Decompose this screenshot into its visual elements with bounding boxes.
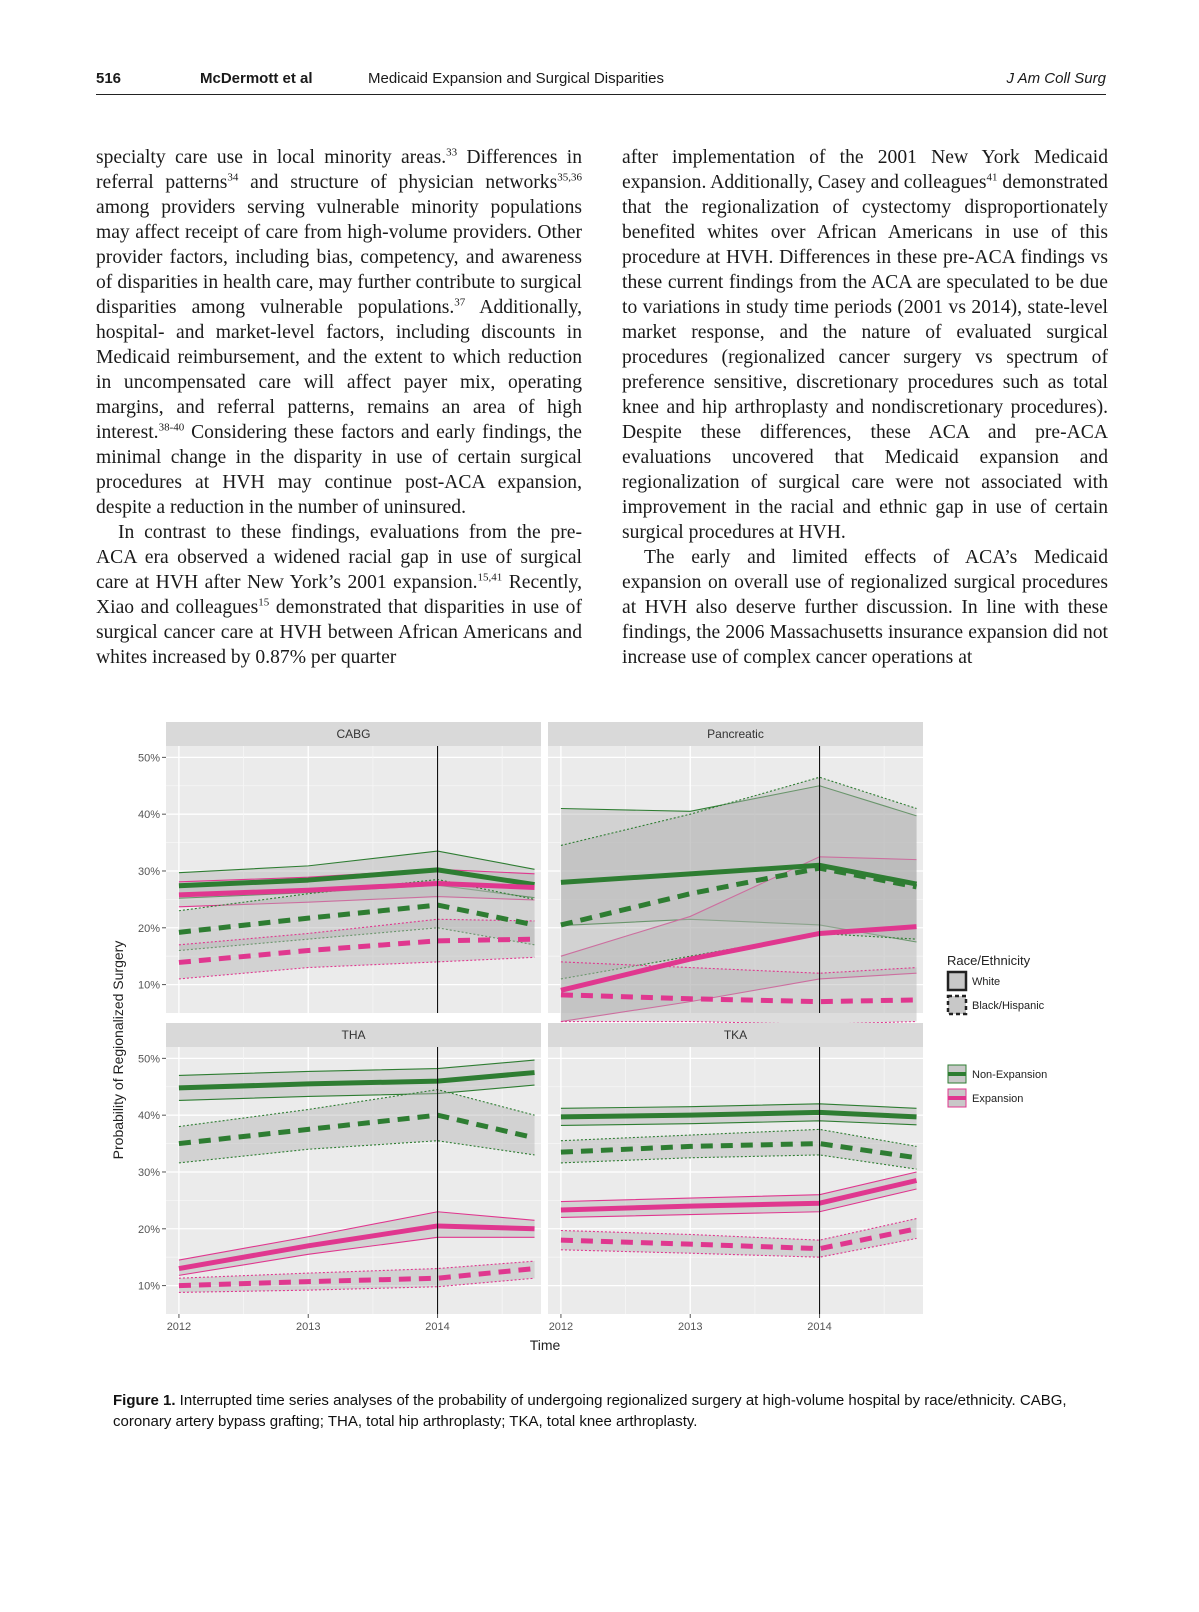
panel-title: CABG [336,727,371,741]
y-tick-label: 10% [137,979,160,992]
panel-cabg [138,722,541,1013]
text-run: Differences in referral patterns [96,147,582,193]
panel-title: THA [341,1028,366,1042]
left-column [96,145,582,670]
panel-pancreatic [548,722,923,1024]
legend-key-black-hispanic [948,996,966,1014]
legend-key-white [948,972,966,990]
citation: 41 [986,171,998,184]
panel-tka [548,1023,923,1333]
figure-caption [113,1390,1098,1432]
legend [947,953,1047,1107]
citation: 15,41 [477,571,503,584]
y-tick-label: 40% [137,1110,160,1123]
figure-1-chart [90,720,1110,1380]
panel-tha [138,1023,541,1333]
text-run: Additionally, hospital- and market-level factors, including discounts in Medicaid reimbursement, and the extent to which reduction in uncompensated care will affect payer mix, operating margins, and referral patterns, remains an area of high interest. [96,297,582,443]
x-tick-label: 2014 [425,1321,450,1333]
legend-label: White [972,976,1001,988]
figure-1 [90,720,1110,1410]
text-run: among providers serving vulnerable minority populations may affect receipt of care from high-volume providers. Other provider factors, including bias, competency, and awareness of disparities in health care, may further contribute to surgical disparities among vulnerable populations. [96,197,582,318]
x-tick-label: 2013 [295,1321,321,1333]
page-header [96,68,1106,95]
right-paragraph-2 [622,545,1108,670]
left-paragraph-2 [96,520,582,670]
panel-title: Pancreatic [707,727,764,741]
citation: 35,36 [557,171,582,184]
confidence-band [561,962,917,1024]
legend-title: Race/Ethnicity [947,953,1031,968]
y-axis-title: Probability of Regionalized Surgery [110,940,126,1160]
y-tick-label: 50% [137,752,160,765]
text-run: demonstrated that the regionalization of cystectomy disproportionately benefited whites over African Americans in use of this procedure at HVH. Differences in these pre-ACA findings vs these current findings from the ACA are speculated to be due to variations in study time periods (2001 vs 2014), state-level market response, and the nature of evaluated surgical procedures (regionalized cancer surgery vs spectrum of preference sensitive, discretionary procedures such as total knee and hip arthroplasty and nondiscretionary procedures). Despite these differences, these ACA and pre-ACA evaluations uncovered that Medicaid expansion and regionalization of surgical care were not associated with improvement in the racial and ethnic gap in use of certain surgical procedures at HVH. [622,172,1108,543]
citation: 38-40 [158,421,185,434]
x-tick-label: 2013 [677,1321,703,1333]
figure-caption-text: Interrupted time series analyses of the probability of undergoing regionalized surgery at high-volume hospital by race/ethnicity. CABG, coronary artery bypass grafting; THA, total hip arthroplasty; TKA, total knee arthroplasty. [113,1392,1067,1430]
right-paragraph-1 [622,145,1108,545]
citation: 37 [454,296,466,309]
text-run: The early and limited effects of ACA’s Medicaid expansion on overall use of regionalized surgical procedures at HVH also deserve further discussion. In line with these findings, the 2006 Massachusetts insurance expansion did not increase use of complex cancer operations at [622,547,1108,668]
x-tick-label: 2012 [548,1321,574,1333]
y-tick-label: 20% [137,1223,160,1236]
panel-title: TKA [723,1028,748,1042]
y-tick-label: 10% [137,1280,160,1293]
y-tick-label: 20% [137,922,160,935]
y-tick-label: 50% [137,1053,160,1066]
citation: 15 [258,596,270,609]
text-run: specialty care use in local minority areas. [96,147,447,168]
x-tick-label: 2014 [807,1321,832,1333]
y-tick-label: 30% [137,865,160,878]
x-axis-title: Time [529,1337,561,1353]
x-tick-label: 2012 [166,1321,192,1333]
right-column [622,145,1108,670]
y-tick-label: 30% [137,1166,160,1179]
figure-label: Figure 1. [113,1392,176,1409]
text-run: after implementation of the 2001 New York Medicaid expansion. Additionally, Casey and colleagues [622,147,1108,193]
text-run: Recently, Xiao and colleagues [96,572,582,618]
running-title: Medicaid Expansion and Surgical Disparities [368,70,664,87]
text-run: demonstrated that disparities in use of surgical cancer care at HVH between African Americans and whites increased by 0.87% per quarter [96,597,582,668]
y-tick-label: 40% [137,809,160,822]
left-paragraph-1 [96,145,582,520]
text-run: and structure of physician networks [238,172,558,193]
page-number: 516 [96,70,122,87]
text-run: Considering these factors and early findings, the minimal change in the disparity in use of certain surgical procedures at HVH may continue post-ACA expansion, despite a reduction in the number of uninsured. [96,422,582,518]
text-run: In contrast to these findings, evaluations from the pre-ACA era observed a widened racial gap in use of surgical care at HVH after New York’s 2001 expansion. [96,522,582,593]
legend-label: Non-Expansion [972,1069,1048,1081]
journal-name: J Am Coll Surg [1006,70,1106,87]
running-authors: McDermott et al [200,70,313,87]
citation: 33 [446,146,458,159]
legend-label: Black/Hispanic [972,1000,1045,1012]
citation: 34 [227,171,239,184]
legend-label: Expansion [972,1093,1024,1105]
